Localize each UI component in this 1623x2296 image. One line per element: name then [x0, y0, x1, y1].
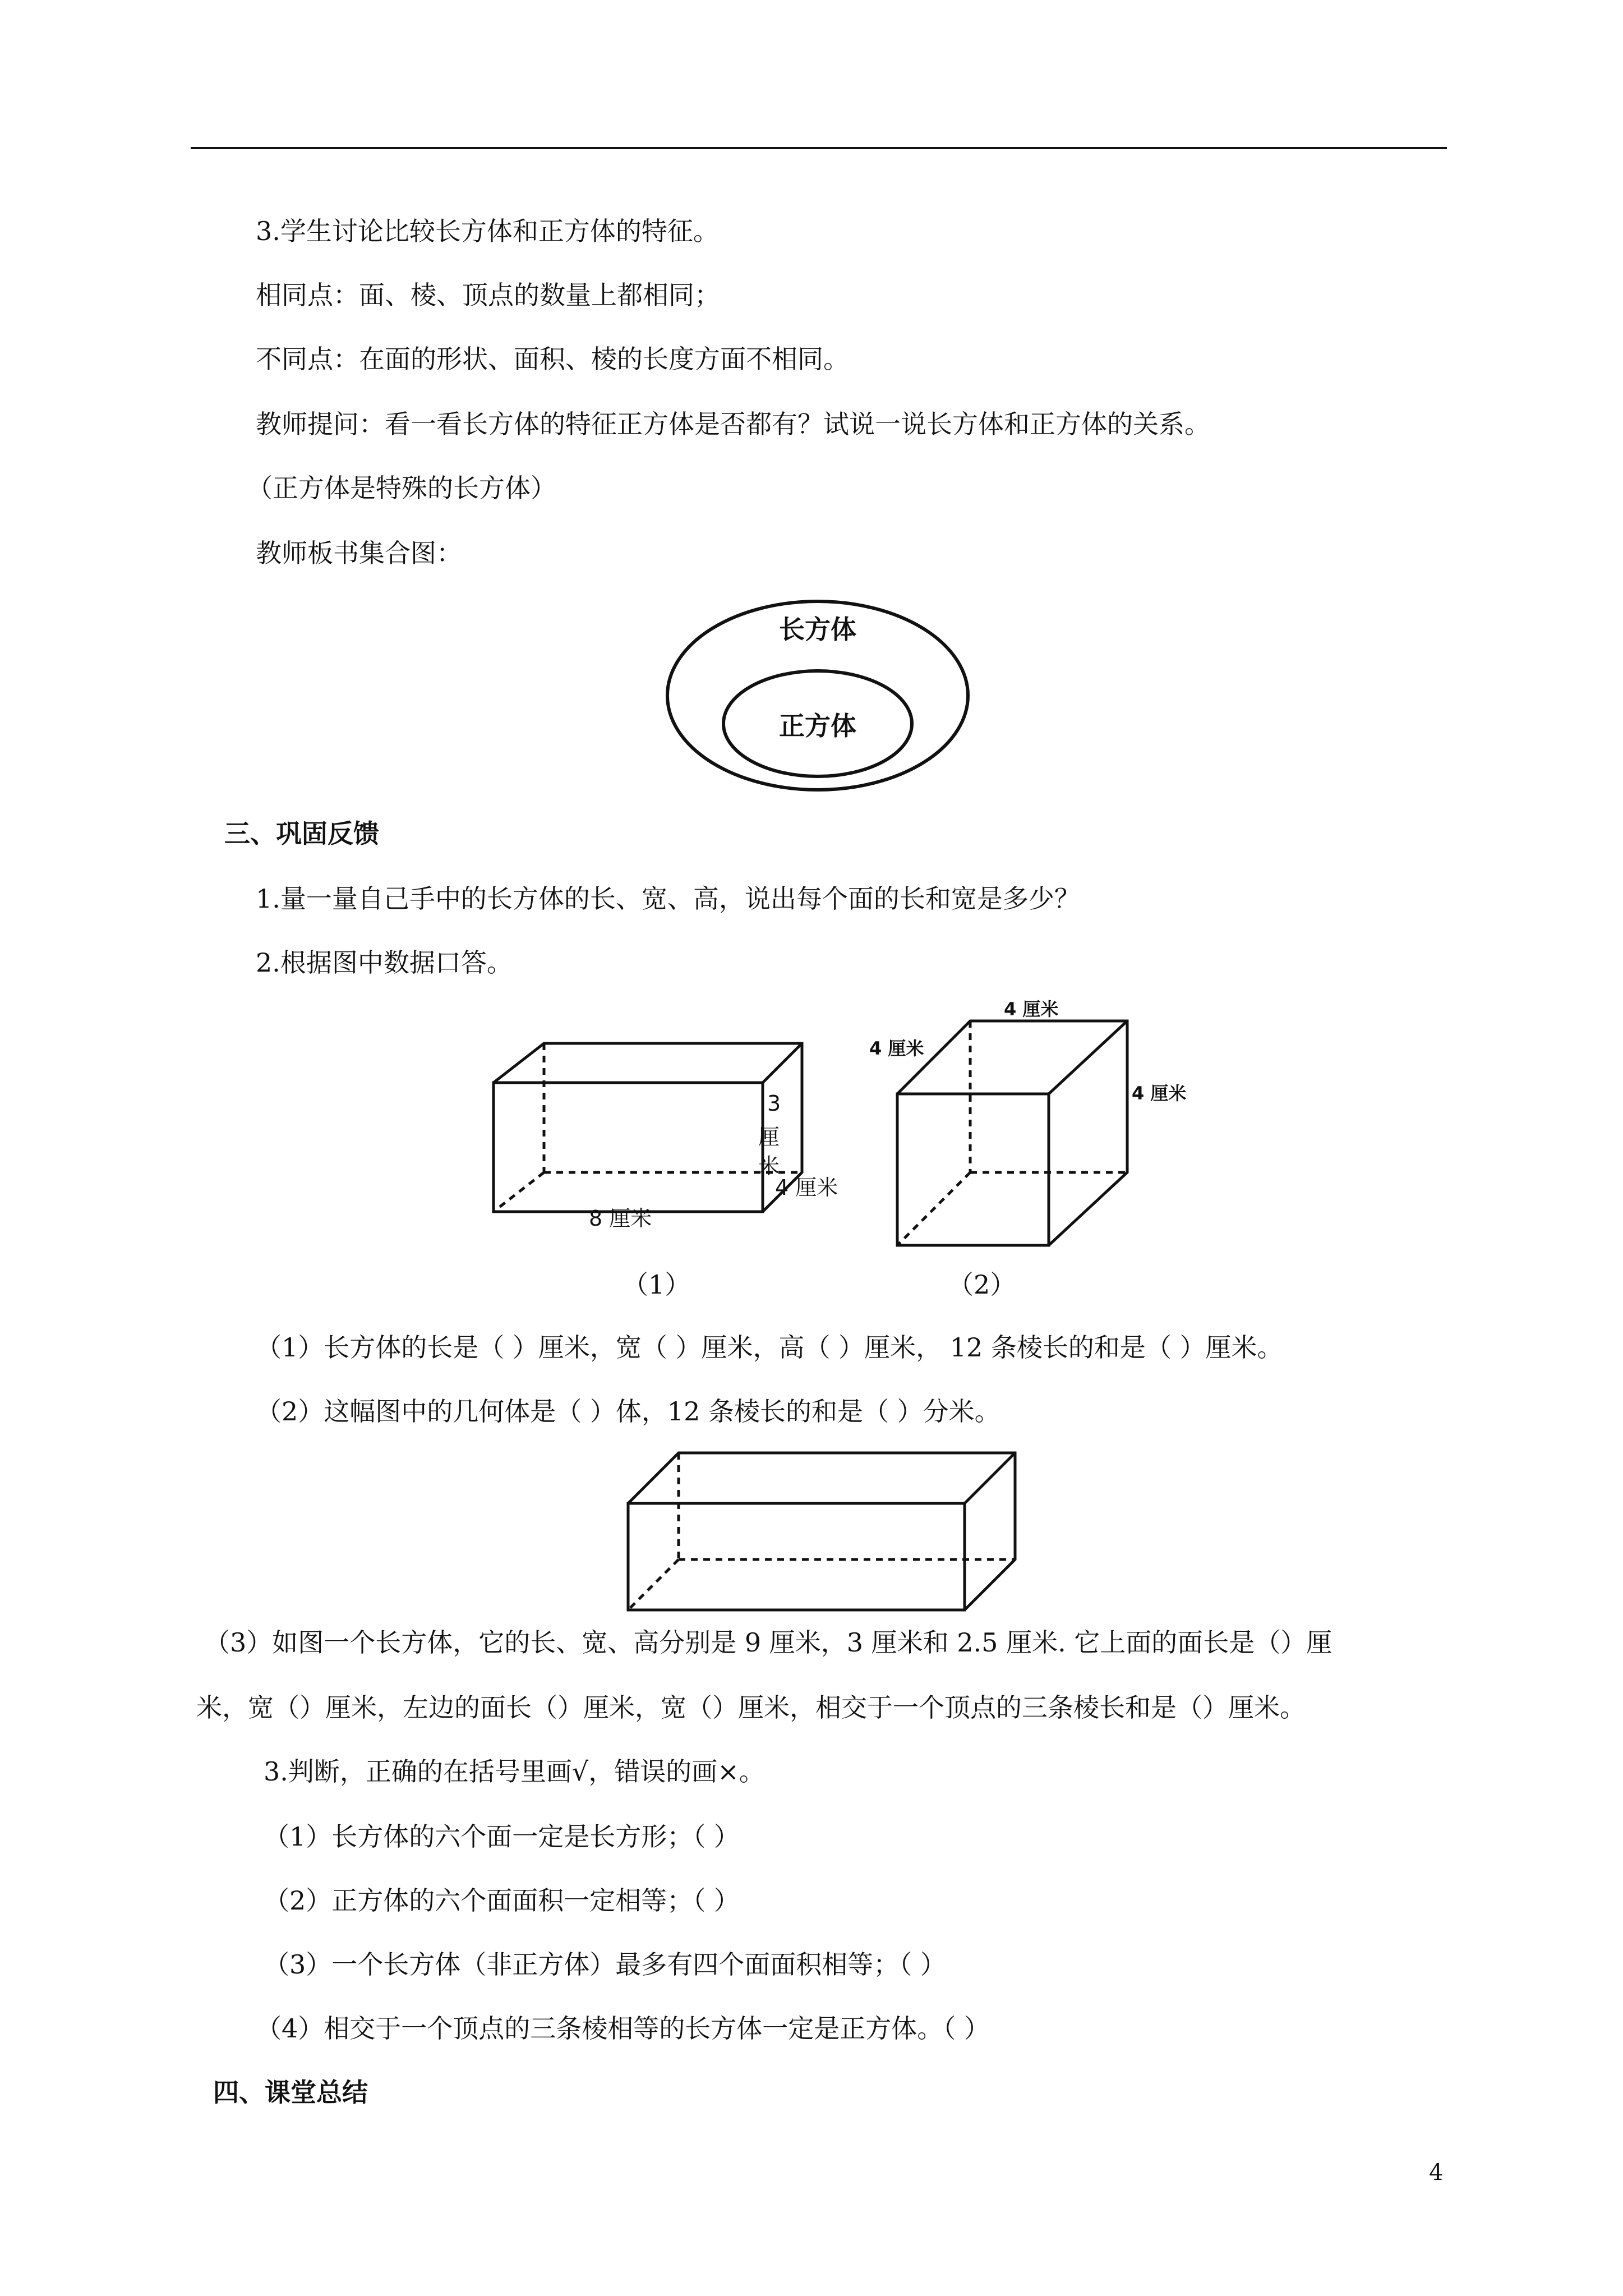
diff-points-text: 不同点：在面的形状、面积、棱的长度方面不相同。	[256, 344, 849, 374]
judge-2-text: （2）正方体的六个面面积一定相等；（ ）	[264, 1885, 740, 1916]
section3-heading: 三、巩固反馈	[224, 818, 379, 849]
sub3-line2-text: 米，宽（）厘米，左边的面长（）厘米，宽（）厘米，相交于一个顶点的三条棱长和是（）厘米。	[196, 1692, 1306, 1723]
same-points-text: 相同点：面、棱、顶点的数量上都相同；	[256, 280, 720, 310]
q1-text: 1.量一量自己手中的长方体的长、宽、高，说出每个面的长和宽是多少？	[256, 884, 1080, 914]
cube-figure-2	[858, 993, 1217, 1251]
fig1-height-char-1: 3	[767, 1091, 781, 1116]
set-diagram	[662, 595, 976, 797]
fig1-width-label: 4 厘米	[775, 1175, 838, 1200]
judge-3-text: （3）一个长方体（非正方体）最多有四个面面积相等；（ ）	[264, 1949, 946, 1980]
item-3-text: 3.学生讨论比较长方体和正方体的特征。	[256, 216, 719, 246]
fig1-caption: （1）	[623, 1269, 691, 1300]
cuboid-figure-1	[482, 1032, 869, 1240]
section4-heading: 四、课堂总结	[213, 2077, 368, 2108]
fig2-caption: （2）	[948, 1269, 1016, 1300]
q3-text: 3.判断，正确的在括号里画√，错误的画×。	[264, 1756, 765, 1787]
teacher-question-text: 教师提问：看一看长方体的特征正方体是否都有？试说一说长方体和正方体的关系。	[256, 409, 1210, 439]
page-number: 4	[1429, 2160, 1444, 2185]
inner-label: 正方体	[779, 711, 856, 741]
fig1-height-char-3: 米	[758, 1154, 780, 1179]
judge-1-text: （1）长方体的六个面一定是长方形；（ ）	[264, 1821, 740, 1852]
fig2-right-label: 4 厘米	[1132, 1083, 1187, 1104]
header-rule	[191, 147, 1447, 149]
q2-text: 2.根据图中数据口答。	[256, 947, 513, 978]
sub2-text: （2）这幅图中的几何体是（ ）体，12 条棱长的和是（ ）分米。	[256, 1396, 1000, 1427]
cuboid-figure-3	[617, 1442, 1032, 1621]
answer-text: （正方体是特殊的长方体）	[247, 473, 556, 503]
judge-4-text: （4）相交于一个顶点的三条棱相等的长方体一定是正方体。（ ）	[256, 2013, 990, 2044]
fig2-side-label: 4 厘米	[869, 1038, 924, 1059]
outer-label: 长方体	[779, 614, 856, 645]
board-text: 教师板书集合图：	[256, 538, 462, 568]
fig2-top-label: 4 厘米	[1004, 999, 1059, 1020]
fig1-height-char-2: 厘	[758, 1125, 780, 1149]
sub1-text: （1）长方体的长是（ ）厘米，宽（ ）厘米，高（ ）厘米， 12 条棱长的和是（ ）厘米。	[256, 1332, 1283, 1363]
sub3-line1-text: （3）如图一个长方体，它的长、宽、高分别是 9 厘米，3 厘米和 2.5 厘米. 它上面的面长是（）厘	[204, 1627, 1332, 1658]
fig1-length-label: 8 厘米	[589, 1206, 652, 1231]
